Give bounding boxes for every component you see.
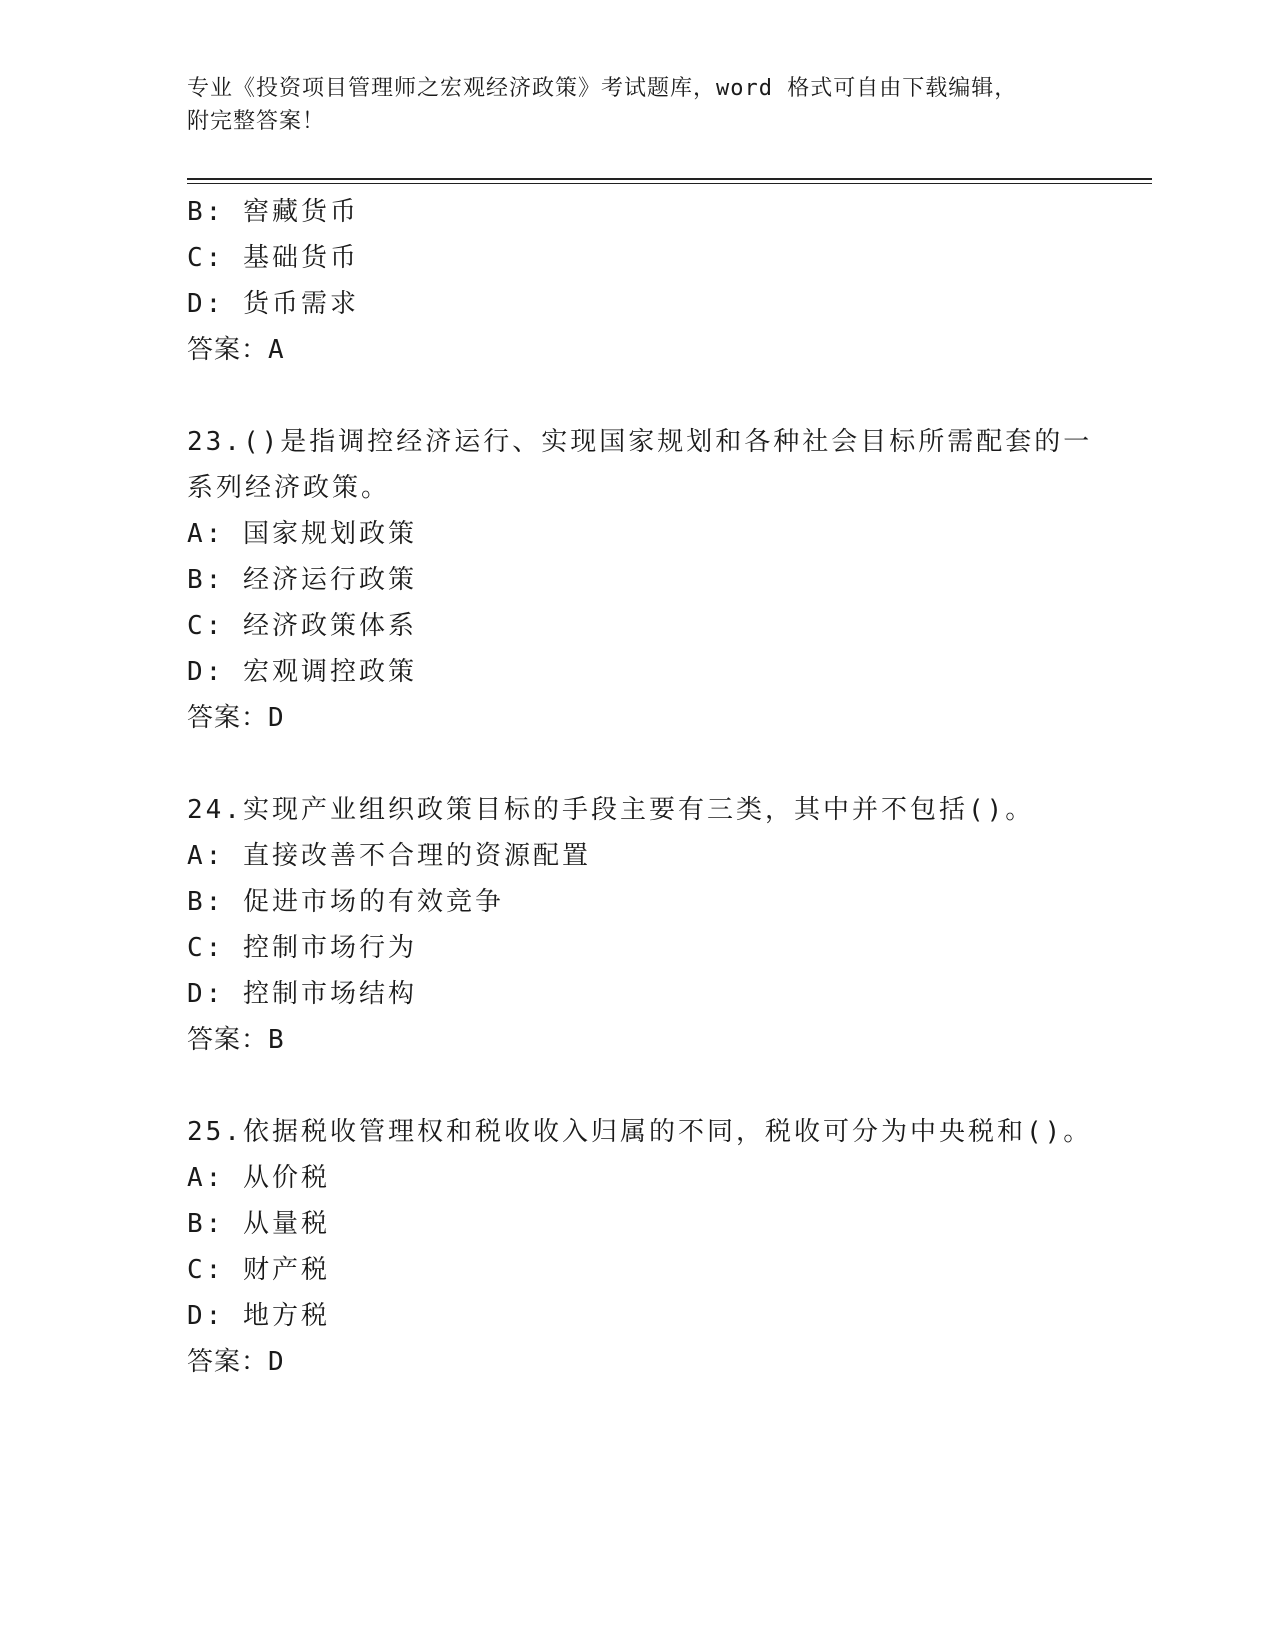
- answer-value: B: [268, 1025, 285, 1055]
- header-line-2: 附完整答案！: [187, 109, 326, 134]
- answer-label: 答案：: [187, 1347, 269, 1377]
- answer-line: [187, 327, 1087, 373]
- question-24: [187, 787, 1087, 1063]
- question-stem-continued: 系列经济政策。: [187, 473, 391, 503]
- option-text: 经济运行政策: [242, 565, 417, 595]
- option-text: 货币需求: [242, 289, 359, 319]
- option-b: [187, 557, 1087, 603]
- spacer: [187, 1063, 1087, 1109]
- option-d: [187, 1293, 1087, 1339]
- option-label: D:: [187, 979, 243, 1009]
- spacer: [187, 373, 1087, 419]
- option-label: C:: [187, 933, 243, 963]
- option-text: 促进市场的有效竞争: [242, 887, 504, 917]
- option-label: C:: [187, 1255, 243, 1285]
- header-line-1: 专业《投资项目管理师之宏观经济政策》考试题库，word 格式可自由下载编辑，: [187, 76, 1018, 101]
- option-c: [187, 925, 1087, 971]
- option-text: 控制市场行为: [242, 933, 417, 963]
- answer-value: A: [268, 335, 285, 365]
- option-label: B:: [187, 565, 243, 595]
- option-text: 直接改善不合理的资源配置: [242, 841, 591, 871]
- answer-line: [187, 695, 1087, 741]
- option-label: C:: [187, 243, 243, 273]
- option-c: [187, 235, 1087, 281]
- option-text: 控制市场结构: [242, 979, 417, 1009]
- option-label: A:: [187, 519, 243, 549]
- answer-line: [187, 1017, 1087, 1063]
- option-label: C:: [187, 611, 243, 641]
- option-d: [187, 649, 1087, 695]
- answer-label: 答案：: [187, 703, 269, 733]
- option-a: [187, 511, 1087, 557]
- question-stem: 23.()是指调控经济运行、实现国家规划和各种社会目标所需配套的一: [187, 427, 1093, 457]
- carryover-question: [187, 189, 1087, 373]
- option-label: D:: [187, 289, 243, 319]
- option-text: 从价税: [242, 1163, 330, 1193]
- option-a: [187, 1155, 1087, 1201]
- option-b: [187, 189, 1087, 235]
- question-23: [187, 419, 1093, 741]
- option-c: [187, 603, 1087, 649]
- option-text: 窖藏货币: [242, 197, 359, 227]
- option-text: 从量税: [242, 1209, 330, 1239]
- option-b: [187, 879, 1087, 925]
- option-d: [187, 971, 1087, 1017]
- option-text: 财产税: [242, 1255, 330, 1285]
- document-header: [187, 72, 1087, 138]
- answer-value: D: [268, 1347, 285, 1377]
- option-text: 基础货币: [242, 243, 359, 273]
- answer-label: 答案：: [187, 335, 269, 365]
- question-list: [187, 189, 1093, 1385]
- option-label: B:: [187, 197, 243, 227]
- question-25: [187, 1109, 1093, 1385]
- header-divider-thick: [187, 178, 1152, 180]
- option-text: 地方税: [242, 1301, 330, 1331]
- option-text: 国家规划政策: [242, 519, 417, 549]
- option-label: D:: [187, 1301, 243, 1331]
- option-label: B:: [187, 887, 243, 917]
- question-stem: 24.实现产业组织政策目标的手段主要有三类，其中并不包括()。: [187, 795, 1035, 825]
- answer-value: D: [268, 703, 285, 733]
- header-divider-thin: [187, 183, 1152, 184]
- option-text: 经济政策体系: [242, 611, 417, 641]
- option-text: 宏观调控政策: [242, 657, 417, 687]
- option-label: A:: [187, 1163, 243, 1193]
- option-label: B:: [187, 1209, 243, 1239]
- answer-line: [187, 1339, 1087, 1385]
- question-stem: 25.依据税收管理权和税收收入归属的不同，税收可分为中央税和()。: [187, 1117, 1093, 1147]
- answer-label: 答案：: [187, 1025, 269, 1055]
- option-d: [187, 281, 1087, 327]
- option-label: D:: [187, 657, 243, 687]
- option-label: A:: [187, 841, 243, 871]
- option-c: [187, 1247, 1087, 1293]
- option-a: [187, 833, 1087, 879]
- spacer: [187, 741, 1087, 787]
- option-b: [187, 1201, 1087, 1247]
